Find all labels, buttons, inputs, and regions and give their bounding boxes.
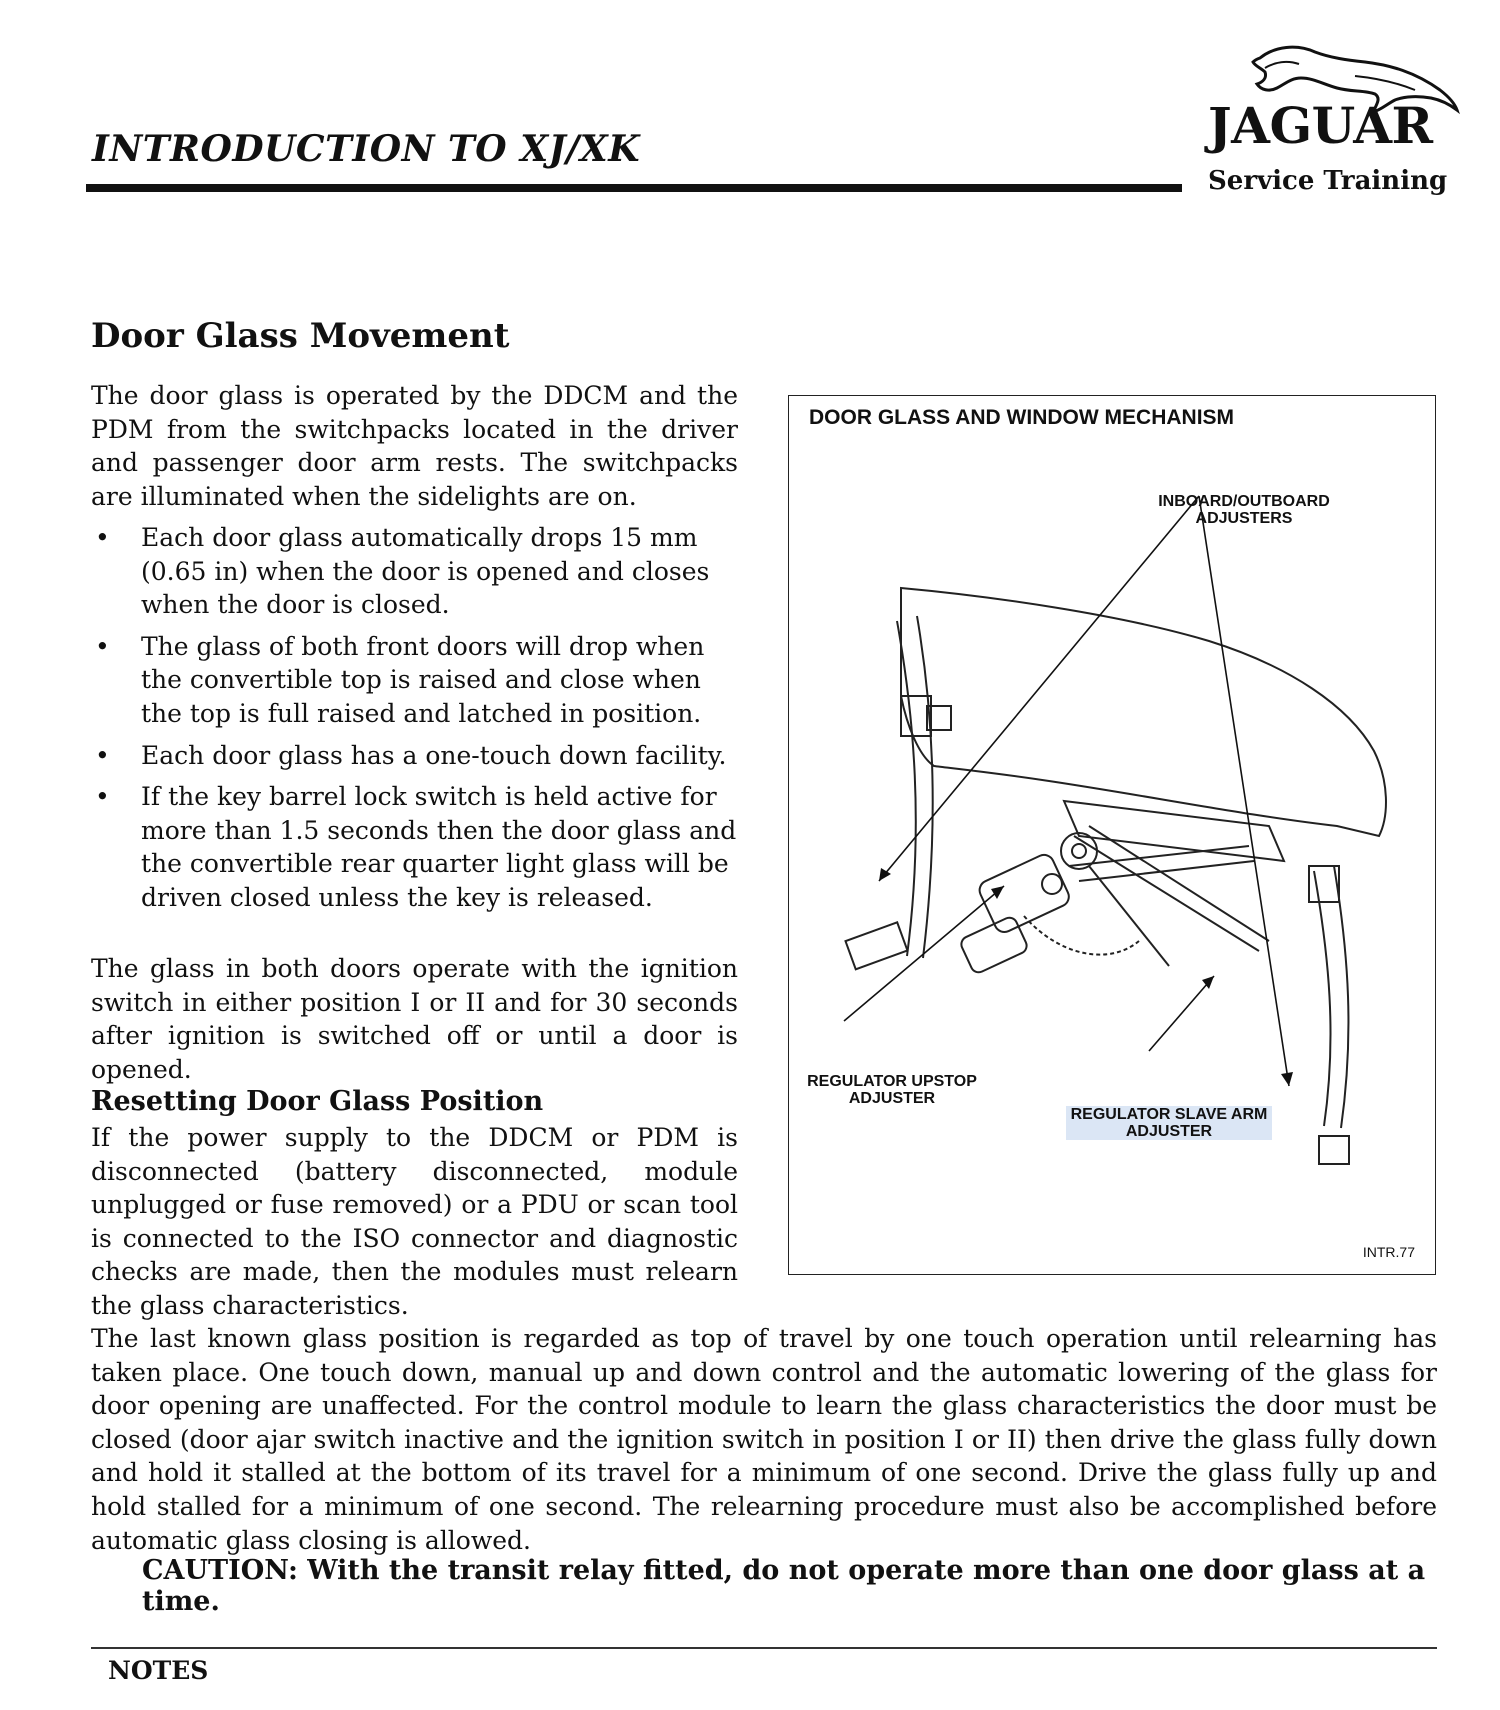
bullet-icon: • — [95, 631, 110, 661]
window-mechanism-diagram — [789, 396, 1437, 1276]
bullet-icon: • — [95, 523, 110, 552]
sector-gear — [1024, 916, 1139, 955]
regulator-arm — [1074, 826, 1269, 951]
callout-inboard-outboard-adjusters: INBOARD/OUTBOARD ADJUSTERS — [1158, 493, 1330, 527]
intro-paragraph: The door glass is operated by the DDCM and the PDM from the switchpacks located in the driver and passenger door arm rests. The switchpacks are illuminated when the sidelights are on. — [91, 381, 738, 511]
callout-regulator-slave-arm-adjuster: REGULATOR SLAVE ARM ADJUSTER — [1066, 1106, 1272, 1140]
list-item: • Each door glass automatically drops 15 mm (0.65 in) when the door is opened and closes when the door is closed. — [95, 523, 710, 620]
bullet-icon: • — [95, 782, 110, 812]
callout-arrow — [1199, 496, 1289, 1086]
caution-note: CAUTION: With the transit relay fitted, do not operate more than one door glass at a time. — [142, 1555, 1426, 1617]
mechanism-figure — [788, 395, 1436, 1275]
section-title: Door Glass Movement — [91, 316, 510, 356]
brand-subtitle: Service Training — [1208, 166, 1448, 196]
bullet-icon: • — [95, 740, 110, 770]
figure-title: DOOR GLASS AND WINDOW MECHANISM — [809, 406, 1235, 429]
front-glass-channel — [897, 616, 933, 958]
regulator-motor — [976, 852, 1072, 936]
figure-code: INTR.77 — [1362, 1244, 1415, 1260]
list-item: • The glass of both front doors will drop when the convertible top is raised and close when the top is full raised and latched in position. — [95, 631, 705, 728]
reset-paragraph: If the power supply to the DDCM or PDM is disconnected (battery disconnected, module unplugged or fuse removed) or a PDU or scan tool is connected to the ISO connector and diagnostic checks are made, then the modules must relearn the glass characteristics. — [91, 1123, 738, 1320]
notes-rule — [91, 1647, 1437, 1649]
header-rule — [86, 184, 1182, 192]
callout-arrow — [1149, 976, 1214, 1051]
list-item: • Each door glass has a one-touch down facility. — [91, 739, 738, 773]
ignition-paragraph: The glass in both doors operate with the ignition switch in either position I or II and for 30 seconds after ignition is switched off or until a door is opened. — [91, 954, 738, 1084]
arrow-head-icon — [991, 886, 1004, 899]
relearn-paragraph: The last known glass position is regarded as top of travel by one touch operation until relearning has taken place. One touch down, manual up and down control and the automatic lowering of the glass for door opening are unaffected. For the control module to learn the glass characteristics the door must be closed (door ajar switch inactive and the ignition switch in position I or II) then drive the glass fully down and hold it stalled at the bottom of its travel for a minimum of one second. Drive the glass fully up and hold stalled for a minimum of one second. The relearning procedure must also be accomplished before automatic glass closing is allowed. — [91, 1324, 1437, 1555]
rear-glass-channel — [1314, 866, 1348, 1128]
arrow-head-icon — [1281, 1072, 1293, 1086]
notes-heading: NOTES — [108, 1656, 209, 1685]
callout-arrow — [844, 886, 1004, 1021]
subsection-title: Resetting Door Glass Position — [91, 1086, 544, 1117]
brand-name: JAGUAR — [1208, 96, 1433, 155]
door-glass-shape — [901, 588, 1386, 836]
feature-list — [91, 521, 738, 923]
callout-regulator-upstop-adjuster: REGULATOR UPSTOP ADJUSTER — [807, 1073, 977, 1107]
list-item: • If the key barrel lock switch is held active for more than 1.5 seconds then the door glass and the convertible rear quarter light glass will be driven closed unless the key is released. — [95, 782, 737, 912]
document-title: INTRODUCTION TO XJ/XK — [92, 128, 641, 170]
